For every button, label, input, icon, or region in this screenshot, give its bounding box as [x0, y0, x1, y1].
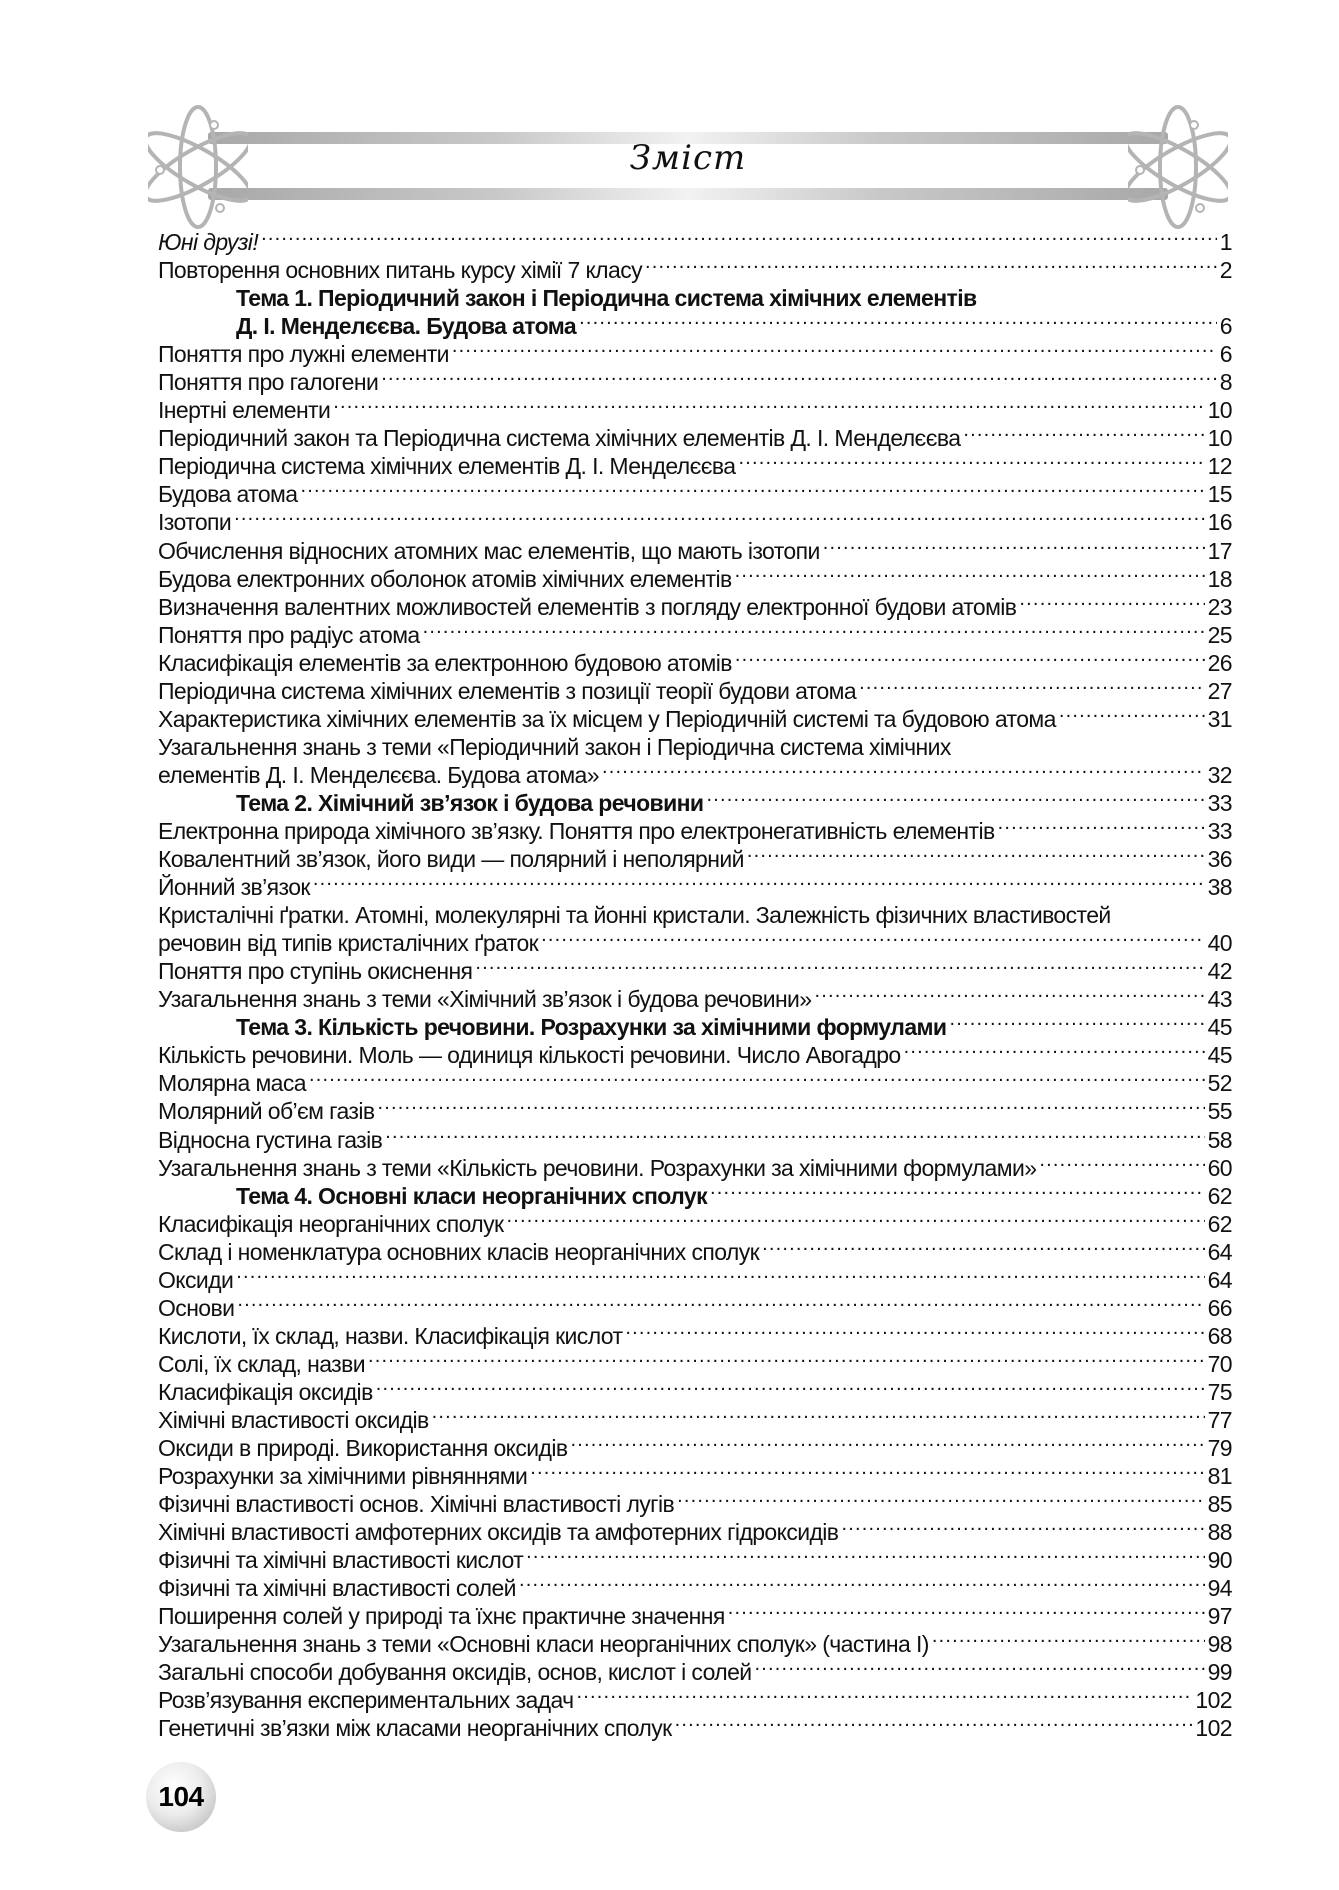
- dot-leader: [677, 1484, 1205, 1512]
- dot-leader: [602, 755, 1205, 783]
- toc-entry-title: Поняття про ступінь окиснення: [158, 958, 473, 985]
- toc-entry-page: 23: [1207, 593, 1232, 620]
- toc-entry-page: 97: [1207, 1603, 1232, 1630]
- toc-entry-title: Поняття про радіус атома: [158, 621, 420, 648]
- toc-entry-title: Інертні елементи: [158, 397, 331, 424]
- toc-entry-page: 75: [1207, 1378, 1232, 1405]
- toc-entry-title: Хімічні властивості амфотерних оксидів та амфотерних гідроксидів: [158, 1519, 839, 1546]
- toc-entry-title: Характеристика хімічних елементів за їх місцем у Періодичній системі та будовою атома: [158, 705, 1056, 732]
- toc-entry-title: Поширення солей у природі та їхнє практичне значення: [158, 1603, 725, 1630]
- toc-entry-title: Узагальнення знань з теми «Кількість речовини. Розрахунки за хімічними формулами»: [158, 1154, 1037, 1181]
- toc-entry-title: Молярний об’єм газів: [158, 1098, 375, 1125]
- dot-leader: [570, 1428, 1204, 1456]
- toc-entry-page: 10: [1207, 425, 1232, 452]
- dot-leader: [237, 1288, 1204, 1316]
- dot-leader: [1059, 699, 1205, 727]
- toc-entry-page: 16: [1207, 509, 1232, 536]
- toc-entry-title: Періодичний закон та Періодична система хімічних елементів Д. І. Менделєєва: [158, 425, 961, 452]
- toc-entry-page: 15: [1207, 481, 1232, 508]
- dot-leader: [526, 1540, 1204, 1568]
- toc-entry-page: 62: [1207, 1210, 1232, 1237]
- dot-leader: [998, 811, 1205, 839]
- toc-entry-page: 10: [1207, 397, 1232, 424]
- dot-leader: [507, 1204, 1205, 1232]
- toc-entry-title: Фізичні та хімічні властивості кислот: [158, 1547, 524, 1574]
- toc-entry-page: 18: [1207, 565, 1232, 592]
- dot-leader: [368, 1344, 1205, 1372]
- toc-entry-page: 25: [1207, 621, 1232, 648]
- dot-leader: [735, 559, 1205, 587]
- toc-entry-title: Тема 4. Основні класи неорганічних сполук: [236, 1182, 707, 1209]
- toc-entry-page: 102: [1195, 1715, 1232, 1742]
- dot-leader: [980, 278, 1217, 306]
- dot-leader: [1019, 587, 1204, 615]
- toc-entry-page: 42: [1207, 958, 1232, 985]
- dot-leader: [579, 306, 1217, 334]
- toc-entry-page: 2: [1219, 257, 1232, 284]
- toc-entry-page: 43: [1207, 986, 1232, 1013]
- toc-entry-title: Класифікація елементів за електронною будовою атомів: [158, 649, 732, 676]
- toc-entry-title: Будова атома: [158, 481, 298, 508]
- toc-entry-title: Розрахунки за хімічними рівняннями: [158, 1463, 528, 1490]
- dot-leader: [747, 839, 1205, 867]
- toc-entry-title: елементів Д. І. Менделєєва. Будова атома»: [158, 761, 599, 788]
- dot-leader: [376, 1372, 1205, 1400]
- toc-entry-page: 45: [1207, 1042, 1232, 1069]
- banner-bar-bottom: [208, 188, 1168, 200]
- toc-entry-title: Основи: [158, 1294, 235, 1321]
- toc-entry-title: Йонний зв’язок: [158, 874, 310, 901]
- toc-entry-title: Кількість речовини. Моль — одиниця кількості речовини. Число Авогадро: [158, 1042, 901, 1069]
- toc-entry[interactable]: [158, 222, 1232, 255]
- toc-entry[interactable]: [158, 502, 1232, 536]
- dot-leader: [728, 1596, 1205, 1624]
- toc-entry-page: 33: [1207, 789, 1232, 816]
- dot-leader: [333, 390, 1204, 418]
- toc-entry-page: 1: [1219, 229, 1232, 255]
- toc-entry-page: 66: [1207, 1294, 1232, 1321]
- toc-entry-page: 55: [1207, 1098, 1232, 1125]
- toc-entry-page: 85: [1207, 1491, 1232, 1518]
- toc-entry-title: Класифікація оксидів: [158, 1378, 373, 1405]
- dot-leader: [735, 643, 1205, 671]
- toc-entry-title: Хімічні властивості оксидів: [158, 1406, 429, 1433]
- toc-entry[interactable]: [158, 1288, 1232, 1321]
- dot-leader: [313, 867, 1205, 895]
- toc-entry-title: Будова електронних оболонок атомів хімічних елементів: [158, 565, 732, 592]
- page-number-badge: [146, 1762, 216, 1832]
- toc-entry-page: 70: [1207, 1350, 1232, 1377]
- toc-entry-title: Електронна природа хімічного зв’язку. Поняття про електронегативність елементів: [158, 817, 995, 844]
- dot-leader: [300, 474, 1204, 502]
- toc-entry-page: 64: [1207, 1266, 1232, 1293]
- toc-entry-page: 94: [1207, 1575, 1232, 1602]
- toc-entry-title: Поняття про лужні елементи: [158, 341, 449, 368]
- toc-entry-title: Загальні способи добування оксидів, основ, кислот і солей: [158, 1659, 752, 1686]
- toc-entry-page: 77: [1207, 1406, 1232, 1433]
- dot-leader: [904, 1035, 1205, 1063]
- toc-entry-title: Тема 3. Кількість речовини. Розрахунки за хімічними формулами: [236, 1014, 947, 1041]
- toc-entry-title: Ковалентний зв’язок, його види — полярний і неполярний: [158, 846, 744, 873]
- dot-leader: [377, 1091, 1204, 1119]
- toc-entry[interactable]: [158, 474, 1232, 508]
- dot-leader: [309, 1063, 1205, 1091]
- toc-entry-title: Узагальнення знань з теми «Хімічний зв’язок і будова речовини»: [158, 986, 812, 1013]
- toc-entry-page: 31: [1207, 705, 1232, 732]
- dot-leader: [625, 1316, 1204, 1344]
- dot-leader: [519, 1568, 1205, 1596]
- toc-entry-title: Тема 2. Хімічний зв’язок і будова речовини: [236, 789, 704, 816]
- dot-leader: [452, 334, 1217, 362]
- toc-entry-page: 60: [1207, 1154, 1232, 1181]
- toc-entry-title: Генетичні зв’язки між класами неорганічних сполук: [158, 1715, 672, 1742]
- toc-entry[interactable]: [158, 895, 1232, 929]
- dot-leader: [234, 502, 1204, 530]
- toc-entry-page: 6: [1219, 341, 1232, 368]
- toc-entry-page: 32: [1207, 761, 1232, 788]
- dot-leader: [823, 531, 1205, 559]
- page-number: 104: [158, 1781, 204, 1812]
- dot-leader: [385, 1120, 1204, 1148]
- dot-leader: [381, 362, 1217, 390]
- toc-entry-title: Молярна маса: [158, 1070, 306, 1097]
- toc-entry-title: Кристалічні ґратки. Атомні, молекулярні та йонні кристали. Залежність фізичних властивостей: [158, 902, 1111, 929]
- toc-entry-title: Відносна густина газів: [158, 1126, 383, 1153]
- toc-entry-title: Кислоти, їх склад, назви. Класифікація кислот: [158, 1322, 623, 1349]
- toc-entry-title: Періодична система хімічних елементів з позиції теорії будови атома: [158, 677, 857, 704]
- toc-entry-title: Ізотопи: [158, 509, 232, 536]
- dot-leader: [738, 446, 1204, 474]
- toc-entry-title: Склад і номенклатура основних класів неорганічних сполук: [158, 1238, 760, 1265]
- toc-entry-page: 90: [1207, 1547, 1232, 1574]
- dot-leader: [949, 1007, 1204, 1035]
- toc-entry-page: 62: [1207, 1182, 1232, 1209]
- toc-entry[interactable]: [158, 867, 1232, 901]
- toc-entry-page: 17: [1207, 537, 1232, 564]
- toc-entry-page: 27: [1207, 677, 1232, 704]
- toc-entry-page: 58: [1207, 1126, 1232, 1153]
- dot-leader: [755, 1652, 1205, 1680]
- toc-entry-title: Юні друзі!: [158, 229, 259, 255]
- toc-entry-title: Тема 1. Періодичний закон і Періодична система хімічних елементів: [236, 285, 977, 312]
- toc-entry-title: Визначення валентних можливостей елементів з погляду електронної будови атомів: [158, 593, 1017, 620]
- toc-entry-page: 98: [1207, 1631, 1232, 1658]
- toc-entry-title: Солі, їх склад, назви: [158, 1350, 365, 1377]
- dot-leader: [432, 1400, 1205, 1428]
- dot-leader: [710, 1176, 1205, 1204]
- toc-entry-page: 40: [1207, 930, 1232, 957]
- toc-entry-page: 36: [1207, 846, 1232, 873]
- page-title: Зміст: [629, 138, 747, 178]
- dot-leader: [577, 1680, 1193, 1708]
- toc-entry-title: Фізичні та хімічні властивості солей: [158, 1575, 516, 1602]
- dot-leader: [963, 418, 1204, 446]
- toc-entry[interactable]: [158, 1063, 1232, 1097]
- toc-entry-title: Оксиди в природі. Використання оксидів: [158, 1435, 568, 1462]
- toc-entry[interactable]: [158, 1091, 1232, 1125]
- toc-entry-page: 79: [1207, 1435, 1232, 1462]
- dot-leader: [954, 727, 1217, 755]
- dot-leader: [675, 1708, 1193, 1736]
- toc-entry[interactable]: [158, 1316, 1232, 1349]
- toc-entry-page: 12: [1207, 453, 1232, 480]
- toc-entry-title: Узагальнення знань з теми «Періодичний закон і Періодична система хімічних: [158, 733, 951, 760]
- dot-leader: [236, 1260, 1204, 1288]
- toc-entry-page: 88: [1207, 1519, 1232, 1546]
- dot-leader: [859, 671, 1205, 699]
- dot-leader: [261, 222, 1217, 250]
- dot-leader: [815, 979, 1205, 1007]
- toc-entry-page: 6: [1219, 313, 1232, 340]
- toc-entry-page: 99: [1207, 1659, 1232, 1686]
- toc-entry-title: Д. І. Менделєєва. Будова атома: [236, 313, 577, 340]
- toc-entry-title: Класифікація неорганічних сполук: [158, 1210, 504, 1237]
- dot-leader: [530, 1456, 1204, 1484]
- dot-leader: [475, 951, 1204, 979]
- toc-entry-page: 38: [1207, 874, 1232, 901]
- toc-entry-title: Розв’язування експериментальних задач: [158, 1687, 574, 1714]
- dot-leader: [932, 1624, 1205, 1652]
- toc-entry-title: Оксиди: [158, 1266, 234, 1293]
- toc-entry-page: 102: [1195, 1687, 1232, 1714]
- toc-entry-page: 8: [1219, 369, 1232, 396]
- toc-entry-title: Обчислення відносних атомних мас елементів, що мають ізотопи: [158, 537, 820, 564]
- toc-entry-page: 81: [1207, 1463, 1232, 1490]
- toc-entry-page: 68: [1207, 1322, 1232, 1349]
- toc-entry-title: Поняття про галогени: [158, 369, 379, 396]
- table-of-contents: [158, 222, 1232, 1742]
- toc-entry-title: Повторення основних питань курсу хімії 7 класу: [158, 257, 642, 284]
- toc-entry-title: Фізичні властивості основ. Хімічні властивості лугів: [158, 1491, 675, 1518]
- toc-entry-page: 64: [1207, 1238, 1232, 1265]
- toc-entry[interactable]: [158, 531, 1232, 564]
- dot-leader: [423, 615, 1205, 643]
- dot-leader: [762, 1232, 1205, 1260]
- toc-entry[interactable]: [158, 250, 1232, 284]
- toc-entry-page: 26: [1207, 649, 1232, 676]
- toc-entry-page: 52: [1207, 1070, 1232, 1097]
- dot-leader: [841, 1512, 1204, 1540]
- toc-entry-page: 33: [1207, 817, 1232, 844]
- dot-leader: [1114, 895, 1217, 923]
- dot-leader: [1039, 1148, 1204, 1176]
- dot-leader: [645, 250, 1217, 278]
- toc-entry-title: Узагальнення знань з теми «Основні класи неорганічних сполук» (частина I): [158, 1631, 929, 1658]
- toc-entry[interactable]: [158, 1260, 1232, 1293]
- toc-entry-title: речовин від типів кристалічних ґраток: [158, 930, 539, 957]
- contents-banner: [148, 100, 1228, 240]
- dot-leader: [706, 783, 1204, 811]
- toc-entry-title: Періодична система хімічних елементів Д. І. Менделєєва: [158, 453, 736, 480]
- dot-leader: [541, 923, 1204, 951]
- toc-entry-page: 45: [1207, 1014, 1232, 1041]
